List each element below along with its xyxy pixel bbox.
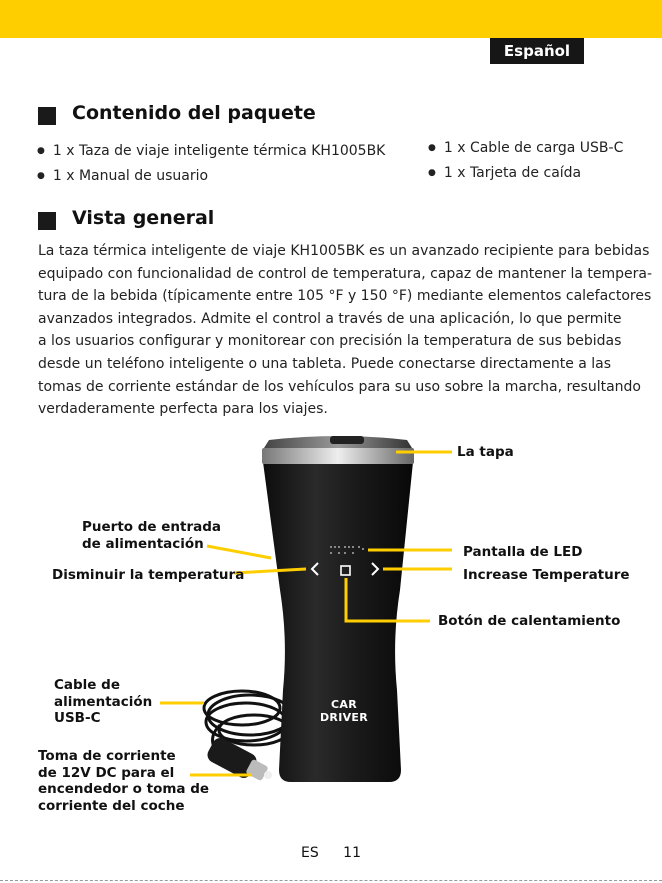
callout-socket (38, 748, 209, 814)
overview-line: desde un teléfono inteligente o una tableta. Puede conectarse directamente a las (38, 355, 612, 372)
overview-line: La taza térmica inteligente de viaje KH1005BK es un avanzado recipiente para bebidas (38, 243, 650, 259)
callout-line: Cable de (54, 677, 120, 693)
callout-decrease: Disminuir la temperatura (52, 567, 245, 583)
callout-line: corriente del coche (38, 797, 185, 814)
overview-line: verdaderamente perfecta para los viajes. (38, 401, 328, 418)
package-item: ● 1 x Cable de carga USB-C (428, 140, 623, 156)
callout-line: encendedor o toma de (38, 781, 210, 797)
callout-cable (54, 677, 152, 727)
overview-line: a los usuarios configurar y monitorear con precisión la temperatura de sus bebidas (38, 333, 622, 350)
callout-line: USB-C (54, 710, 101, 726)
callout-increase: Increase Temperature (463, 567, 630, 583)
page-footer (0, 845, 662, 861)
language-tab: Español (490, 38, 584, 64)
page-number: 11 (343, 845, 361, 861)
callout-lid: La tapa (457, 444, 514, 460)
callout-power-port (82, 519, 221, 552)
callout-led: Pantalla de LED (463, 544, 583, 560)
overview-title: Vista general (72, 207, 215, 229)
callout-line: Toma de corriente (38, 748, 176, 764)
overview-line: tomas de corriente estándar de los vehículos para su uso sobre la marcha, resultando (38, 378, 641, 395)
callout-heat-button: Botón de calentamiento (438, 613, 621, 629)
overview-line: equipado con funcionalidad de control de temperatura, capaz de mantener la tempera- (38, 265, 653, 282)
tumbler-rim (262, 448, 414, 464)
bottom-divider (0, 880, 662, 881)
package-item: ● 1 x Tarjeta de caída (428, 165, 581, 181)
overview-line: avanzados integrados. Admite el control a través de una aplicación, lo que permite (38, 310, 622, 327)
callout-line: Puerto de entrada (82, 519, 222, 535)
callout-line: de 12V DC para el (38, 764, 175, 781)
callout-line: de alimentación (82, 535, 204, 552)
package-item: ● 1 x Taza de viaje inteligente térmica KH1005BK (37, 143, 385, 159)
overview-line: tura de la bebida (típicamente entre 105 °F y 150 °F) mediante elementos calefactores (38, 288, 652, 305)
package-item: ● 1 x Manual de usuario (37, 168, 208, 184)
product-logo: CAR DRIVER (320, 698, 368, 724)
footer-lang-code: ES (300, 845, 319, 861)
package-title: Contenido del paquete (72, 102, 316, 124)
callout-line: alimentación (54, 693, 153, 710)
